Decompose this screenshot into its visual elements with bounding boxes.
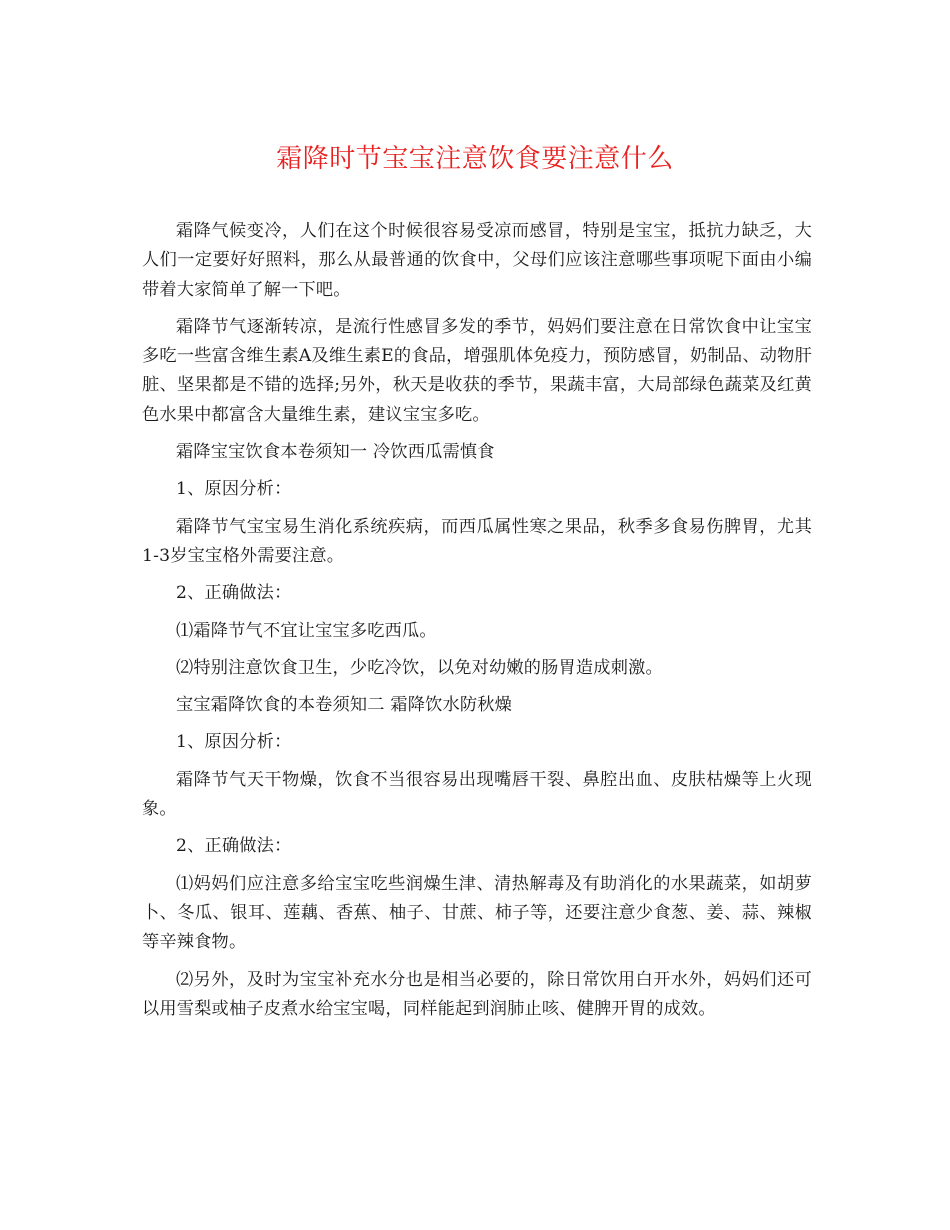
section-heading-1: 霜降宝宝饮食本卷须知一 冷饮西瓜需慎食 xyxy=(176,442,495,463)
subheading-method-1: 2、正确做法： xyxy=(176,583,292,604)
subheading-cause-2: 1、原因分析： xyxy=(176,732,292,753)
list-item-method-2b: ⑵另外，及时为宝宝补充水分也是相当必要的，除日常饮用白开水外，妈妈们还可以用雪梨或柚子皮煮水给宝宝喝，同样能起到润肺止咳、健脾开胃的成效。 xyxy=(142,969,812,1019)
document-body xyxy=(142,217,812,1032)
paragraph-intro: 霜降气候变冷，人们在这个时候很容易受凉而感冒，特别是宝宝，抵抗力缺乏，大人们一定要好好照料，那么从最普通的饮食中，父母们应该注意哪些事项呢下面由小编带着大家简单了解一下吧。 xyxy=(142,221,812,300)
paragraph-cause-1: 霜降节气宝宝易生消化系统疾病，而西瓜属性寒之果品，秋季多食易伤脾胃，尤其1-3岁宝宝格外需要注意。 xyxy=(142,516,812,566)
subheading-cause-1: 1、原因分析： xyxy=(176,479,292,500)
list-item-method-1b: ⑵特别注意饮食卫生，少吃冷饮，以免对幼嫩的肠胃造成刺激。 xyxy=(176,657,663,678)
list-item-method-1a: ⑴霜降节气不宜让宝宝多吃西瓜。 xyxy=(176,620,437,641)
document-title: 霜降时节宝宝注意饮食要注意什么 xyxy=(276,144,674,174)
section-heading-2: 宝宝霜降饮食的本卷须知二 霜降饮水防秋燥 xyxy=(176,695,513,716)
subheading-method-2: 2、正确做法： xyxy=(176,836,292,857)
paragraph-vitamins: 霜降节气逐渐转凉，是流行性感冒多发的季节，妈妈们要注意在日常饮食中让宝宝多吃一些富含维生素A及维生素E的食品，增强肌体免疫力，预防感冒，奶制品、动物肝脏、坚果都是不错的选择;另外，秋天是收获的季节，果蔬丰富，大局部绿色蔬菜及红黄色水果中都富含大量维生素，建议宝宝多吃。 xyxy=(142,316,812,425)
paragraph-cause-2: 霜降节气天干物燥，饮食不当很容易出现嘴唇干裂、鼻腔出血、皮肤枯燥等上火现象。 xyxy=(142,769,812,820)
list-item-method-2a: ⑴妈妈们应注意多给宝宝吃些润燥生津、清热解毒及有助消化的水果蔬菜，如胡萝卜、冬瓜、银耳、莲藕、香蕉、柚子、甘蔗、柿子等，还要注意少食葱、姜、蒜、辣椒等辛辣食物。 xyxy=(142,873,812,953)
